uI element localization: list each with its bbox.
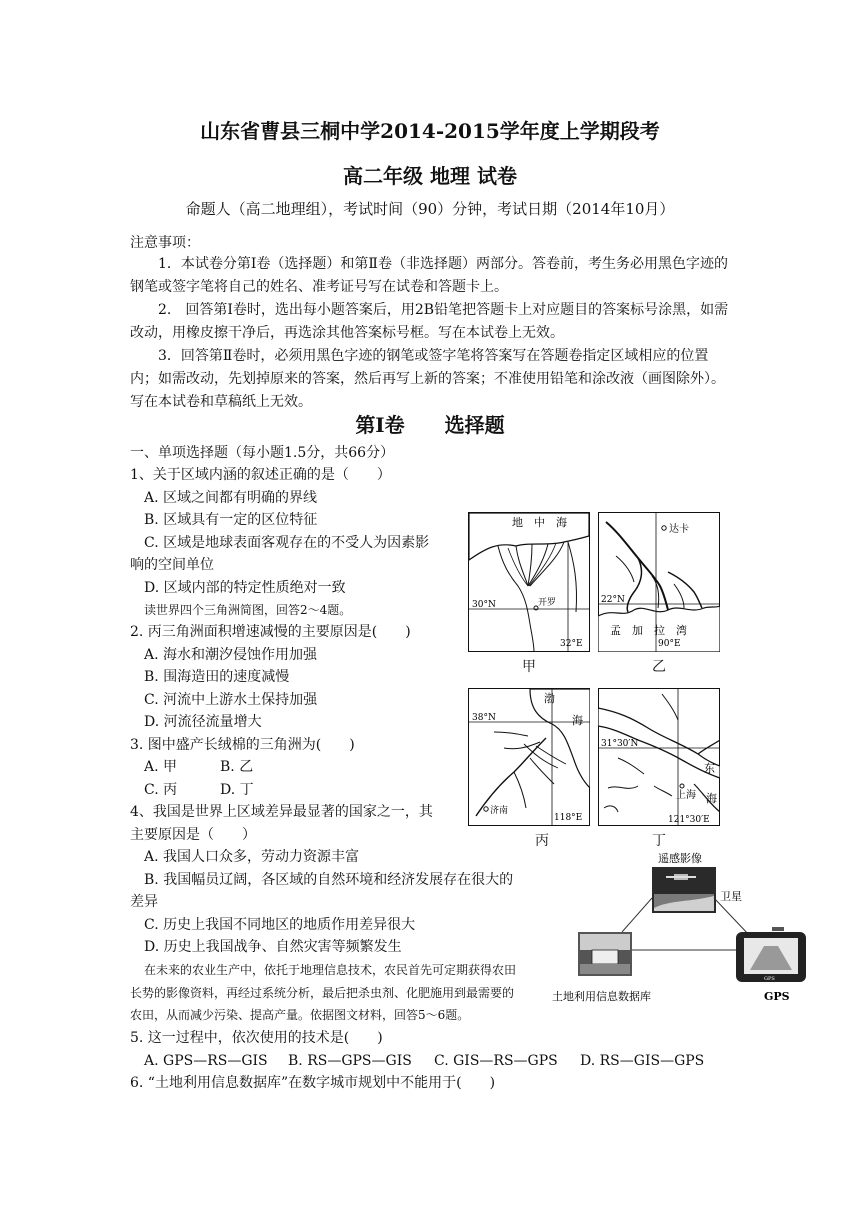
q4-option-a: A. 我国人口众多，劳动力资源丰富 (144, 849, 360, 865)
q3-option-b: B. 乙 (220, 759, 254, 775)
yi-sea-label: 孟 加 拉 湾 (610, 624, 687, 637)
q4-option-d: D. 历史上我国战争、自然灾害等频繁发生 (144, 939, 402, 955)
q5-option-b: B. RS—GPS—GIS (288, 1053, 412, 1069)
bing-lon-label: 118°E (554, 813, 583, 823)
map-bing-caption: 丙 (535, 833, 549, 849)
ding-lon-label: 121°30′E (668, 815, 710, 825)
ding-sea1-label: 东 (704, 762, 715, 775)
diagram-remote-label: 遥感影像 (658, 852, 702, 865)
tech-diagram (550, 850, 820, 1010)
q5-option-c: C. GIS—RS—GPS (434, 1053, 558, 1069)
diagram-gps-label: GPS (764, 990, 790, 1003)
q3-option-a: A. 甲 (144, 759, 178, 775)
q1-option-d: D. 区域内部的特定性质绝对一致 (144, 580, 346, 596)
q3-option-c: C. 丙 (144, 782, 178, 798)
jia-city-label: 开罗 (538, 598, 557, 608)
yi-city-label: 达卡 (669, 524, 689, 535)
intro-5-6-line3: 农田，从而减少污染、提高产量。依据图文材料，回答5～6题。 (130, 1008, 470, 1022)
bing-sea1-label: 渤 (544, 692, 555, 705)
q6-stem: 6. “土地利用信息数据库”在数字城市规划中不能用于( ) (130, 1075, 496, 1091)
section-title: 第Ⅰ卷 选择题 (355, 413, 505, 437)
q3-option-d: D. 丁 (220, 782, 254, 798)
exam-subtitle: 高二年级 地理 试卷 (343, 164, 517, 188)
map-jia (468, 512, 590, 652)
jia-sea-label: 地 中 海 (512, 516, 567, 529)
q4-option-c: C. 历史上我国不同地区的地质作用差异很大 (144, 917, 416, 933)
q1-option-c: C. 区域是地球表面客观存在的不受人为因素影 (144, 535, 430, 551)
notes-heading: 注意事项： (130, 235, 200, 251)
q4-stem-cont: 主要原因是（ ） (130, 827, 256, 843)
ding-lat-label: 31°30′N (601, 739, 639, 749)
q4-option-b-cont: 差异 (130, 894, 158, 910)
q3-stem: 3. 图中盛产长绒棉的三角洲为( ) (130, 737, 355, 753)
q5-option-d: D. RS—GIS—GPS (580, 1053, 705, 1069)
bing-sea2-label: 海 (572, 714, 583, 727)
q1-option-b: B. 区域具有一定的区位特征 (144, 512, 318, 528)
jia-lon-label: 32°E (560, 639, 583, 649)
map-yi (598, 512, 720, 652)
q4-option-b: B. 我国幅员辽阔，各区域的自然环境和经济发展存在很大的 (144, 872, 514, 888)
q5-stem: 5. 这一过程中，依次使用的技术是( ) (130, 1030, 383, 1046)
intro-5-6-line2: 长势的影像资料，再经过系统分析，最后把杀虫剂、化肥施用到最需要的 (130, 986, 515, 1000)
ding-city-label: 上海 (676, 790, 696, 801)
q2-stem: 2. 丙三角洲面积增速减慢的主要原因是( ) (130, 624, 411, 640)
q2-option-d: D. 河流径流量增大 (144, 714, 262, 730)
ding-sea2-label: 海 (706, 792, 717, 805)
yi-lat-label: 22°N (601, 595, 625, 605)
q1-option-a: A. 区域之间都有明确的界线 (144, 490, 318, 506)
part1-heading: 一、单项选择题（每小题1.5分，共66分） (130, 445, 395, 461)
yi-lon-label: 90°E (658, 639, 681, 649)
jia-lat-label: 30°N (472, 600, 496, 610)
map-jia-caption: 甲 (522, 659, 536, 675)
q1-option-c-cont: 响的空间单位 (130, 557, 214, 573)
q2-option-a: A. 海水和潮汐侵蚀作用加强 (144, 647, 318, 663)
diagram-satellite-label: 卫星 (720, 890, 742, 903)
q5-option-a: A. GPS—RS—GIS (144, 1053, 268, 1069)
bing-city-label: 济南 (490, 806, 509, 816)
gps-screen-label: GPS (764, 976, 775, 982)
note-item-2: 2. 回答第Ⅰ卷时，选出每小题答案后，用2B铅笔把答题卡上对应题目的答案标号涂黑，如需改动，用橡皮擦干净后，再选涂其他答案标号框。写在本试卷上无效。 (130, 302, 729, 341)
map-ding (598, 688, 720, 826)
map-yi-caption: 乙 (652, 659, 666, 675)
note-item-1: 1．本试卷分第Ⅰ卷（选择题）和第Ⅱ卷（非选择题）两部分。答卷前，考生务必用黑色字迹的钢笔或签字笔将自己的姓名、准考证号写在试卷和答题卡上。 (130, 256, 728, 295)
map-ding-caption: 丁 (652, 833, 666, 849)
q2-option-b: B. 围海造田的速度减慢 (144, 669, 290, 685)
q1-stem: 1、关于区域内涵的叙述正确的是（ ） (130, 467, 391, 483)
note-item-3: 3．回答第Ⅱ卷时，必须用黑色字迹的钢笔或签字笔将答案写在答题卷指定区域相应的位置内；如需改动，先划掉原来的答案，然后再写上新的答案；不准使用铅笔和涂改液（画图除外）。写在本试卷和草稿纸上无效。 (130, 348, 725, 410)
q2-option-c: C. 河流中上游水土保持加强 (144, 692, 318, 708)
intro-5-6-line1: 在未来的农业生产中，依托于地理信息技术，农民首先可定期获得农田 (144, 963, 517, 977)
map-bing (468, 688, 590, 826)
bing-lat-label: 38°N (472, 713, 496, 723)
exam-title: 山东省曹县三桐中学2014-2015学年度上学期段考 (200, 119, 660, 143)
exam-info: 命题人（高二地理组），考试时间（90）分钟，考试日期（2014年10月） (185, 200, 675, 218)
diagram-database-label: 土地利用信息数据库 (552, 990, 651, 1003)
intro-2-4: 读世界四个三角洲简图，回答2～4题。 (144, 603, 352, 617)
q4-stem: 4、我国是世界上区域差异最显著的国家之一，其 (130, 804, 433, 820)
